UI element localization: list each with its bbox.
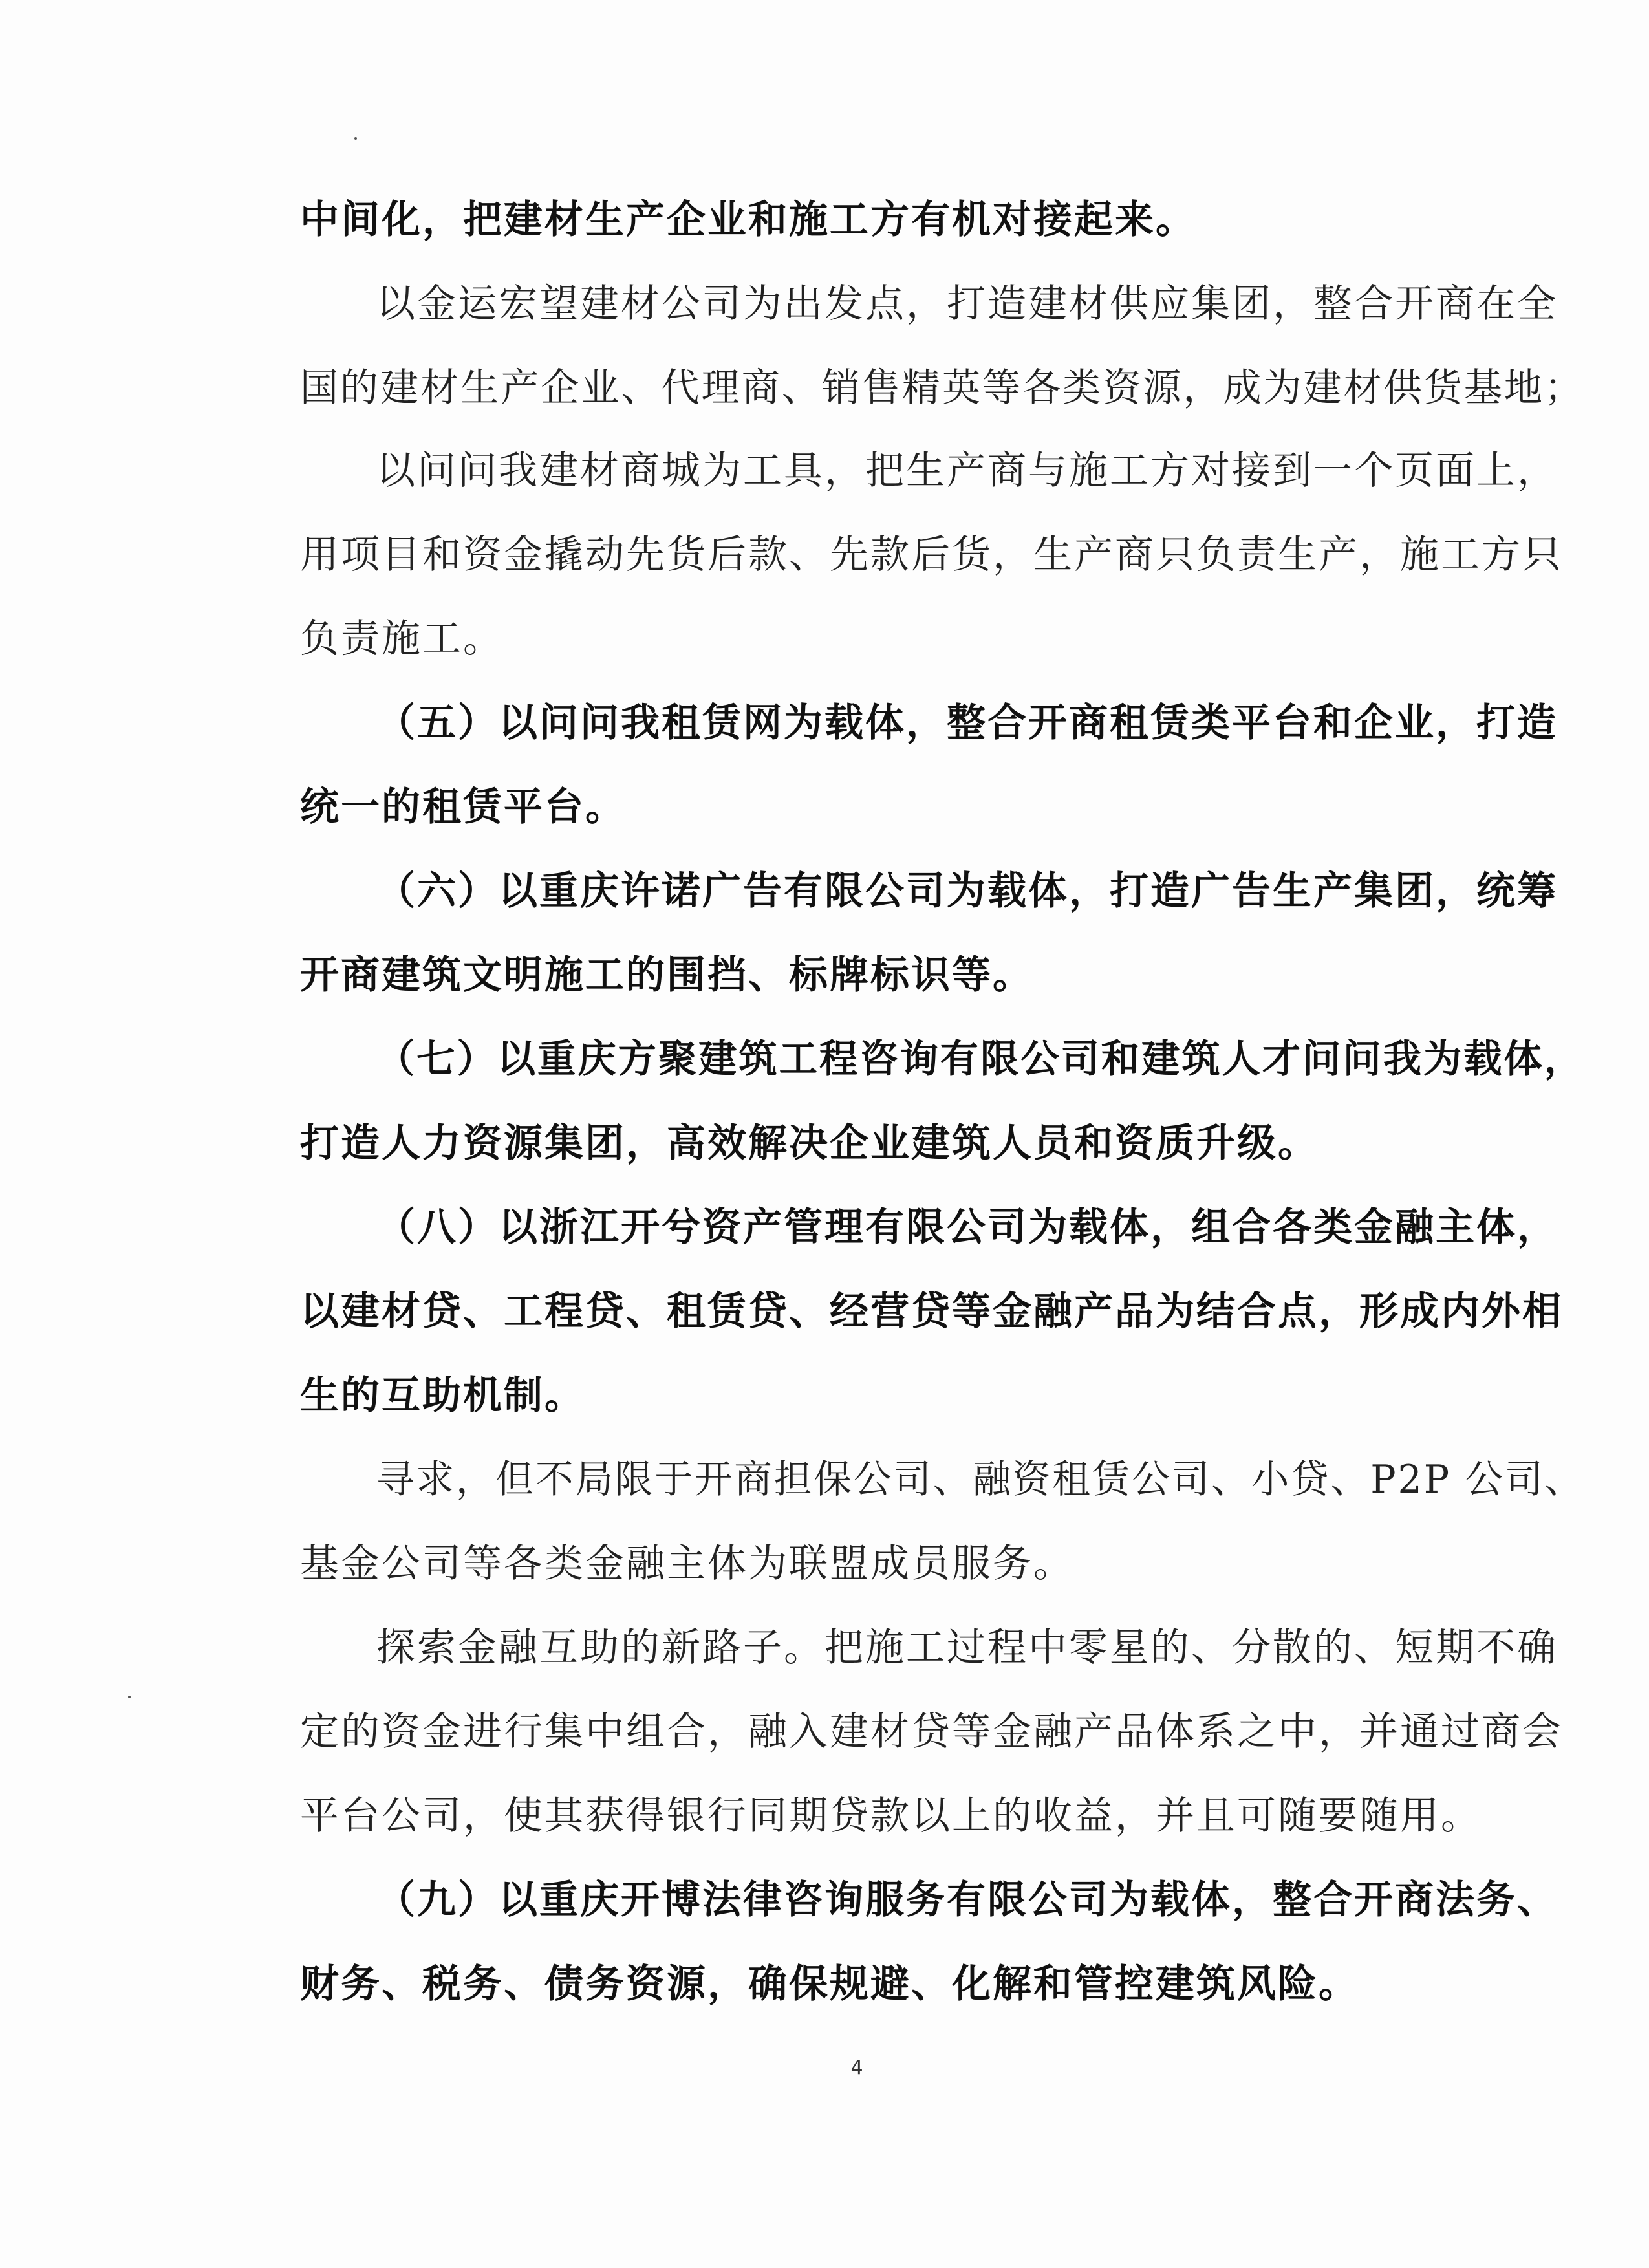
- scan-speck: [354, 137, 357, 140]
- paragraph-line: 用项目和资金撬动先货后款、先款后货，生产商只负责生产，施工方只: [300, 532, 1563, 578]
- paragraph-line: 负责施工。: [300, 616, 504, 662]
- section-heading-line: 财务、税务、债务资源，确保规避、化解和管控建筑风险。: [300, 1961, 1359, 2007]
- section-heading-line: （五）以问问我租赁网为载体，整合开商租赁类平台和企业，打造: [376, 700, 1558, 746]
- section-heading-line: 生的互助机制。: [300, 1373, 585, 1418]
- paragraph-line: 平台公司，使其获得银行同期贷款以上的收益，并且可随要随用。: [300, 1793, 1482, 1839]
- paragraph-line: 以金运宏望建材公司为出发点，打造建材供应集团，整合开商在全: [376, 281, 1558, 327]
- page-number: 4: [850, 2057, 863, 2079]
- paragraph-line: 基金公司等各类金融主体为联盟成员服务。: [300, 1541, 1074, 1586]
- scan-speck: [128, 1696, 131, 1698]
- paragraph-line: 探索金融互助的新路子。把施工过程中零星的、分散的、短期不确: [376, 1625, 1558, 1670]
- section-heading-line: 以建材贷、工程贷、租赁贷、经营贷等金融产品为结合点，形成内外相: [300, 1289, 1563, 1334]
- paragraph-line: 以问问我建材商城为工具，把生产商与施工方对接到一个页面上，: [376, 448, 1558, 493]
- section-heading-line: 统一的租赁平台。: [300, 784, 626, 830]
- section-heading-line: （八）以浙江开兮资产管理有限公司为载体，组合各类金融主体，: [376, 1205, 1558, 1250]
- paragraph-line: 中间化，把建材生产企业和施工方有机对接起来。: [300, 197, 1196, 243]
- section-heading-line: 开商建筑文明施工的围挡、标牌标识等。: [300, 953, 1033, 998]
- section-heading-line: （九）以重庆开博法律咨询服务有限公司为载体，整合开商法务、: [376, 1877, 1558, 1923]
- paragraph-line: 定的资金进行集中组合，融入建材贷等金融产品体系之中，并通过商会: [300, 1709, 1563, 1755]
- paragraph-line: 寻求，但不局限于开商担保公司、融资租赁公司、小贷、P2P 公司、: [376, 1457, 1585, 1502]
- section-heading-line: （七）以重庆方聚建筑工程咨询有限公司和建筑人才问问我为载体，: [376, 1037, 1585, 1082]
- paragraph-line: 国的建材生产企业、代理商、销售精英等各类资源，成为建材供货基地；: [300, 365, 1584, 411]
- section-heading-line: 打造人力资源集团，高效解决企业建筑人员和资质升级。: [300, 1121, 1319, 1166]
- section-heading-line: （六）以重庆许诺广告有限公司为载体，打造广告生产集团，统筹: [376, 869, 1558, 914]
